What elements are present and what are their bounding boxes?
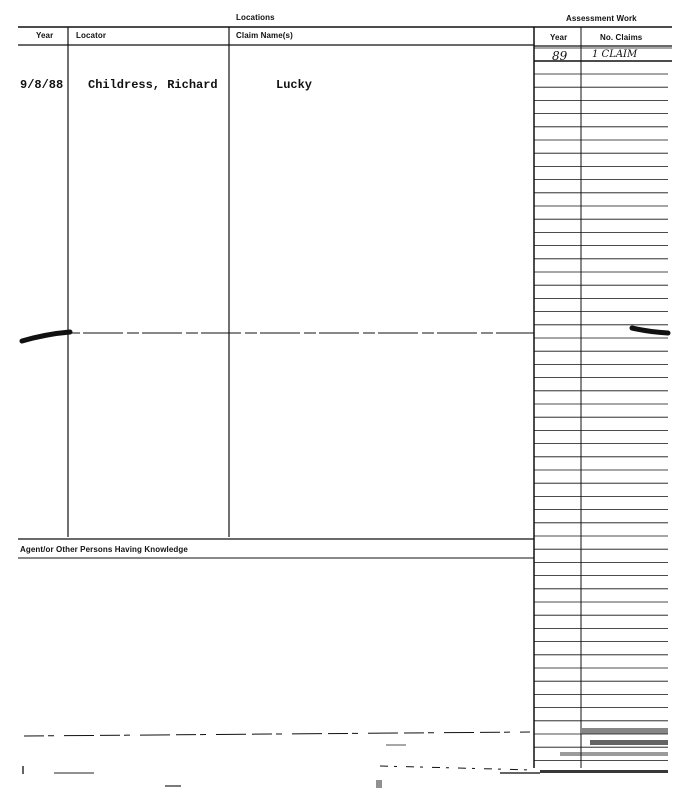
locations-title: Locations — [236, 13, 275, 22]
assessment-year-cell: 89 — [552, 49, 568, 63]
claim-names-column-header: Claim Name(s) — [236, 31, 293, 40]
assessment-no-claims-column-header: No. Claims — [600, 33, 643, 42]
assessment-no-claims-cell: 1 CLAIM — [592, 49, 638, 60]
locator-cell: Childress, Richard — [88, 78, 218, 92]
assessment-work-title: Assessment Work — [566, 14, 637, 23]
assessment-year-column-header: Year — [550, 33, 568, 42]
year-column-header: Year — [36, 31, 54, 40]
location-year-cell: 9/8/88 — [20, 78, 64, 92]
claim-name-cell: Lucky — [276, 78, 313, 92]
agent-section-label: Agent/or Other Persons Having Knowledge — [20, 545, 188, 554]
locator-column-header: Locator — [76, 31, 107, 40]
